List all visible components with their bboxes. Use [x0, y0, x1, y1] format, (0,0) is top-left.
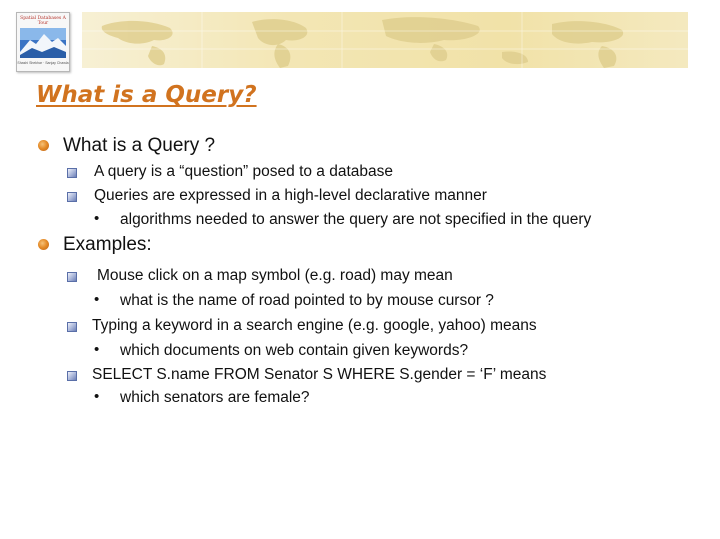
book-cover-authors: Shashi Shekhar · Sanjay Chawla — [17, 61, 69, 65]
world-map-banner — [82, 12, 688, 68]
dot-bullet-icon: • — [94, 291, 100, 308]
square-bullet-icon — [67, 322, 77, 332]
list-item: Typing a keyword in a search engine (e.g. google, yahoo) means — [92, 317, 537, 334]
section-heading: Examples: — [63, 234, 152, 255]
square-bullet-icon — [67, 371, 77, 381]
list-item: Queries are expressed in a high-level declarative manner — [94, 187, 487, 204]
book-cover-title: Spatial Databases A Tour — [20, 16, 66, 26]
list-item: A query is a “question” posed to a database — [94, 163, 394, 180]
world-map-graphic — [82, 12, 688, 68]
list-item: Mouse click on a map symbol (e.g. road) may mean — [97, 267, 453, 284]
book-cover-logo — [16, 12, 70, 72]
dot-bullet-icon: • — [94, 388, 100, 405]
square-bullet-icon — [67, 192, 77, 202]
section-heading: What is a Query ? — [63, 135, 216, 156]
sub-list-item: which documents on web contain given keywords? — [120, 342, 469, 359]
sub-list-item: algorithms needed to answer the query are not specified in the query — [120, 211, 592, 228]
orange-bullet-icon — [38, 140, 49, 151]
sub-list-item: which senators are female? — [120, 389, 310, 406]
square-bullet-icon — [67, 168, 77, 178]
slide-title: What is a Query? — [36, 82, 257, 108]
dot-bullet-icon: • — [94, 210, 100, 227]
dot-bullet-icon: • — [94, 341, 100, 358]
list-item: SELECT S.name FROM Senator S WHERE S.gender = ‘F’ means — [92, 366, 547, 383]
sub-list-item: what is the name of road pointed to by mouse cursor ? — [120, 292, 494, 309]
mountain-image — [20, 28, 66, 58]
square-bullet-icon — [67, 272, 77, 282]
orange-bullet-icon — [38, 239, 49, 250]
